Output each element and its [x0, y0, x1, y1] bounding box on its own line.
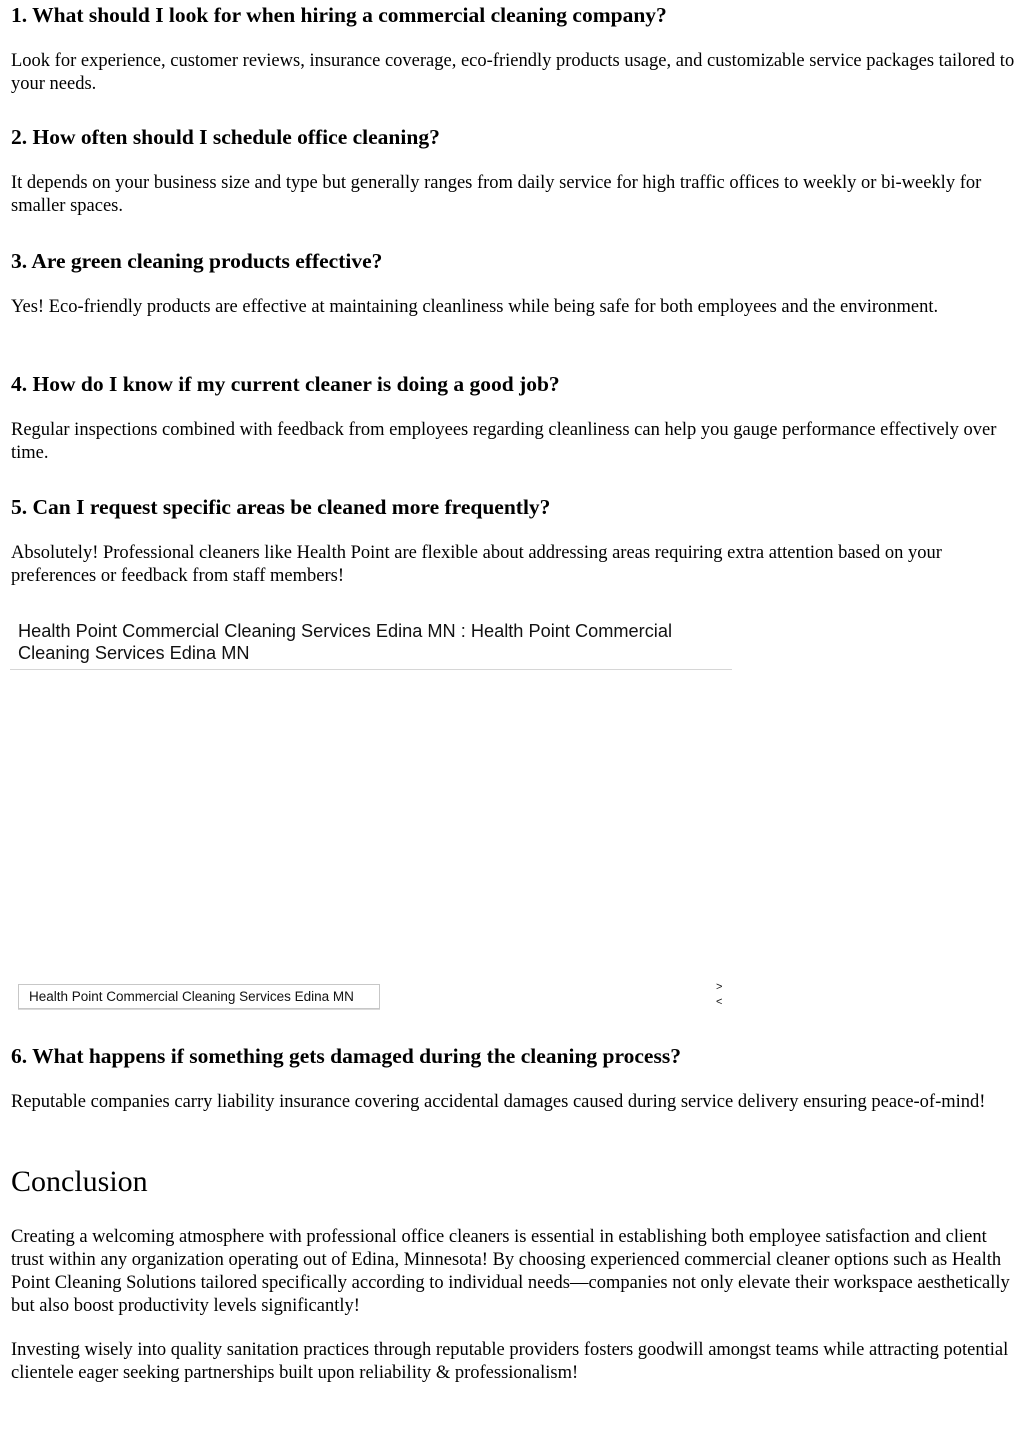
- conclusion-paragraph-1: Creating a welcoming atmosphere with professional office cleaners is essential in establishing both employee satisfaction and client trust within any organization operating out of Edina, Minnesota! By choosing experienced commercial cleaner options such as Health Point Cleaning Solutions tailored specifically according to individual needs—companies not only elevate their workspace aesthetically but also boost productivity levels significantly!: [11, 1227, 1010, 1316]
- embed-title[interactable]: Health Point Commercial Cleaning Services Edina MN : Health Point Commercial Cleaning Services Edina MN: [10, 614, 732, 670]
- faq-question-4: 4. How do I know if my current cleaner is doing a good job?: [11, 372, 560, 396]
- faq-question-5: 5. Can I request specific areas be cleaned more frequently?: [11, 495, 551, 519]
- faq-answer-5: Absolutely! Professional cleaners like Health Point are flexible about addressing areas requiring extra attention based on your preferences or feedback from staff members!: [11, 543, 942, 586]
- faq-item-3: [11, 248, 1016, 319]
- embed-footer-label[interactable]: Health Point Commercial Cleaning Services Edina MN: [18, 984, 380, 1009]
- faq-item-5: [11, 494, 1016, 588]
- faq-answer-2: It depends on your business size and type but generally ranges from daily service for high traffic offices to weekly or bi-weekly for smaller spaces.: [11, 173, 982, 216]
- embedded-presentation[interactable]: [10, 614, 732, 1016]
- faq-item-4: [11, 371, 1016, 465]
- conclusion-paragraph-2: Investing wisely into quality sanitation practices through reputable providers fosters goodwill amongst teams while attracting potential clientele eager seeking partnerships built upon reliability & professionalism!: [11, 1340, 1009, 1383]
- faq-question-1: 1. What should I look for when hiring a commercial cleaning company?: [11, 3, 667, 27]
- embed-navigation: [716, 980, 730, 1010]
- faq-answer-3: Yes! Eco-friendly products are effective at maintaining cleanliness while being safe for both employees and the environment.: [11, 297, 939, 317]
- conclusion-section: [11, 1164, 1016, 1385]
- faq-answer-6: Reputable companies carry liability insurance covering accidental damages caused during service delivery ensuring peace-of-mind!: [11, 1092, 986, 1112]
- faq-item-6: [11, 1043, 1016, 1114]
- faq-item-2: [11, 124, 1016, 218]
- faq-question-3: 3. Are green cleaning products effective?: [11, 249, 383, 273]
- faq-answer-4: Regular inspections combined with feedback from employees regarding cleanliness can help you gauge performance effectively over time.: [11, 420, 997, 463]
- conclusion-heading: Conclusion: [11, 1165, 148, 1198]
- previous-slide-button[interactable]: <: [716, 996, 723, 1008]
- faq-question-2: 2. How often should I schedule office cleaning?: [11, 125, 440, 149]
- faq-item-1: [11, 2, 1016, 96]
- faq-answer-1: Look for experience, customer reviews, insurance coverage, eco-friendly products usage, and customizable service packages tailored to your needs.: [11, 51, 1015, 94]
- next-slide-button[interactable]: >: [716, 981, 723, 993]
- faq-question-6: 6. What happens if something gets damaged during the cleaning process?: [11, 1044, 681, 1068]
